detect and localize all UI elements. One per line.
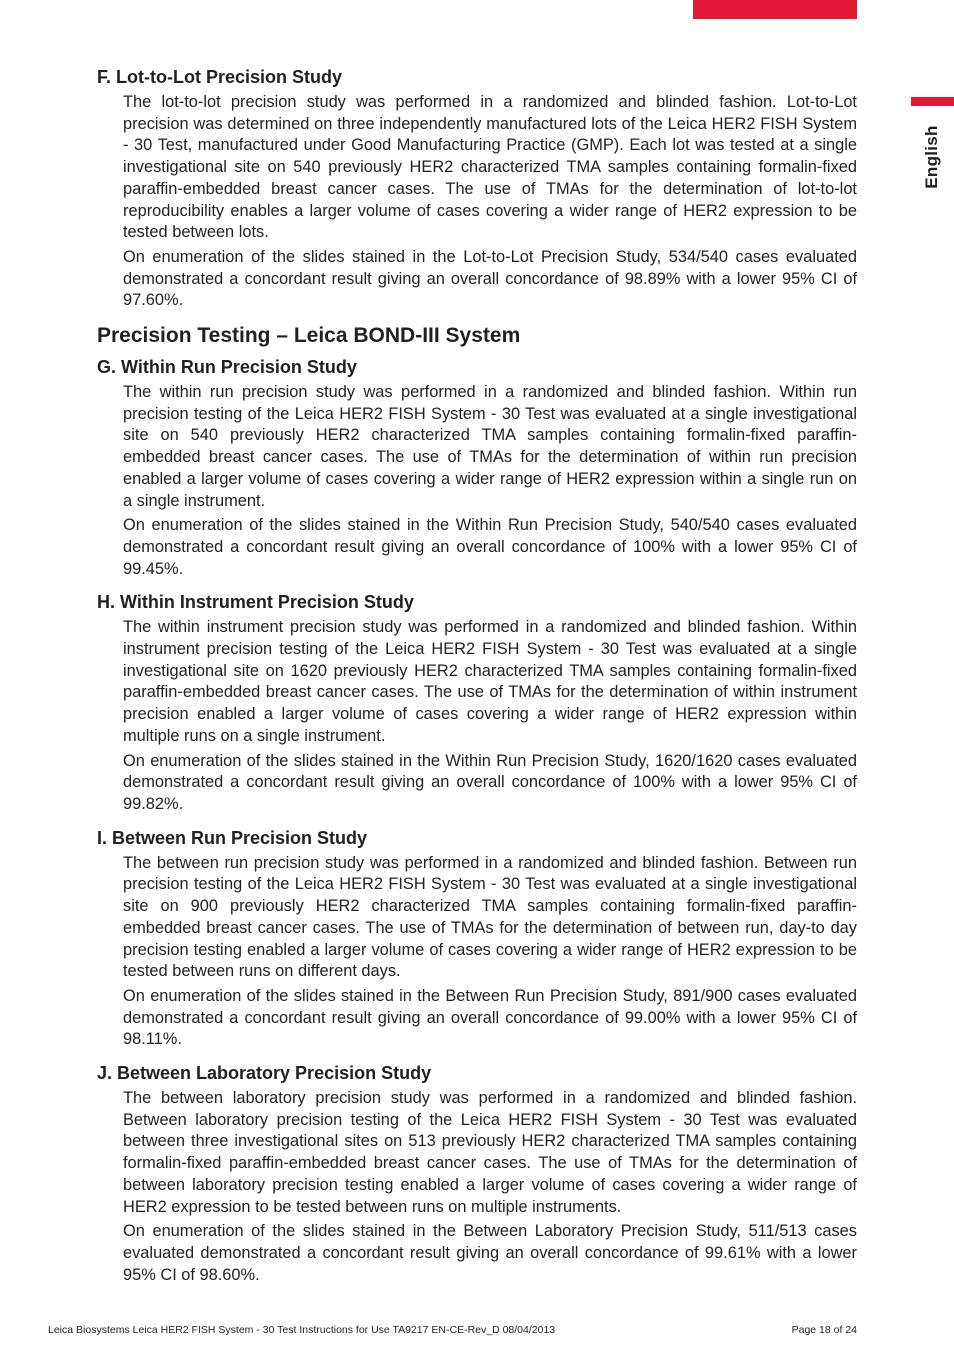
section-paragraph: The between run precision study was performed in a randomized and blinded fashion. Between run precision testing of the Leica HER2 FISH System - 30 Test was evaluated at a single investigational site on 900 previously HER2 characterized TMA samples containing formalin-fixed paraffin-embedded breast cancer cases. The use of TMAs for the determination of between run, day-to day precision testing enabled a larger volume of cases covering a wider range of HER2 expression to be tested between runs on different days.: [123, 853, 857, 981]
language-tab-label: English: [922, 125, 941, 189]
section-heading: I. Between Run Precision Study: [97, 827, 368, 848]
footer-document-info: Leica Biosystems Leica HER2 FISH System - 30 Test Instructions for Use TA9217 EN-CE-Rev_D 08/04/2013: [48, 1324, 556, 1336]
section-j: [97, 1061, 857, 1286]
section-heading: F. Lot-to-Lot Precision Study: [97, 67, 342, 87]
section-heading: J. Between Laboratory Precision Study: [97, 1063, 432, 1084]
section-heading: G. Within Run Precision Study: [97, 357, 357, 378]
section-paragraph: On enumeration of the slides stained in the Within Run Precision Study, 540/540 cases evaluated demonstrated a concordant result giving an overall concordance of 100% with a lower 95% CI of 99.45%.: [123, 516, 857, 578]
language-tab-accent: [911, 97, 954, 106]
section-paragraph: On enumeration of the slides stained in the Within Run Precision Study, 1620/1620 cases evaluated demonstrated a concordant result giving an overall concordance of 100% with a lower 95% CI of 99.82%.: [123, 751, 857, 813]
section-paragraph: The within run precision study was performed in a randomized and blinded fashion. Within run precision testing of the Leica HER2 FISH System - 30 Test was evaluated at a single investigational site on 540 previously HER2 characterized TMA samples containing formalin-fixed paraffin-embedded breast cancer cases. The use of TMAs for the determination of within run precision enabled a larger volume of cases covering a wider range of HER2 expression within a single run on a single instrument.: [123, 383, 857, 510]
footer-page-number: Page 18 of 24: [791, 1324, 857, 1336]
document-body: [97, 65, 857, 1296]
section-paragraph: On enumeration of the slides stained in the Between Laboratory Precision Study, 511/513 cases evaluated demonstrated a concordant result giving an overall concordance of 99.61% with a lower 95% CI of 98.60%.: [123, 1222, 857, 1284]
section-h: [97, 590, 857, 815]
section-paragraph: On enumeration of the slides stained in the Between Run Precision Study, 891/900 cases evaluated demonstrated a concordant result giving an overall concordance of 99.00% with a lower 95% CI of 98.11%.: [123, 986, 857, 1049]
section-g: [97, 355, 857, 580]
section-i: [97, 826, 857, 1051]
header-accent-bar: [693, 0, 857, 19]
section-paragraph: The within instrument precision study was performed in a randomized and blinded fashion. Within instrument precision testing of the Leica HER2 FISH System - 30 Test was evaluated at a single investigational site on 1620 previously HER2 characterized TMA samples containing formalin-fixed paraffin-embedded breast cancer cases. The use of TMAs for the determination of within instrument precision enabled a larger volume of cases covering a wider range of HER2 expression within multiple runs on a single instrument.: [123, 618, 857, 745]
section-f: [97, 65, 857, 312]
section-paragraph: The lot-to-lot precision study was performed in a randomized and blinded fashion. Lot-to-Lot precision was determined on three independently manufactured lots of the Leica HER2 FISH System - 30 Test, manufactured under Good Manufacturing Practice (GMP). Each lot was tested at a single investigational site on 540 previously HER2 characterized TMA samples containing formalin-fixed paraffin-embedded breast cancer cases. The use of TMAs for the determination of lot-to-lot reproducibility enables a larger volume of cases covering a wider range of HER2 expression to be tested between lots.: [123, 93, 857, 242]
main-heading: Precision Testing – Leica BOND-III System: [97, 324, 521, 348]
section-heading: H. Within Instrument Precision Study: [97, 592, 414, 613]
section-paragraph: The between laboratory precision study was performed in a randomized and blinded fashion. Between laboratory precision testing of the Leica HER2 FISH System - 30 Test was evaluated between three investigational sites on 513 previously HER2 characterized TMA samples containing formalin-fixed paraffin-embedded breast cancer cases. The use of TMAs for the determination of between laboratory precision testing enabled a larger volume of cases covering a wider range of HER2 expression to be tested between runs on multiple instruments.: [123, 1089, 857, 1216]
section-paragraph: On enumeration of the slides stained in the Lot-to-Lot Precision Study, 534/540 cases evaluated demonstrated a concordant result giving an overall concordance of 98.89% with a lower 95% CI of 97.60%.: [123, 247, 857, 310]
